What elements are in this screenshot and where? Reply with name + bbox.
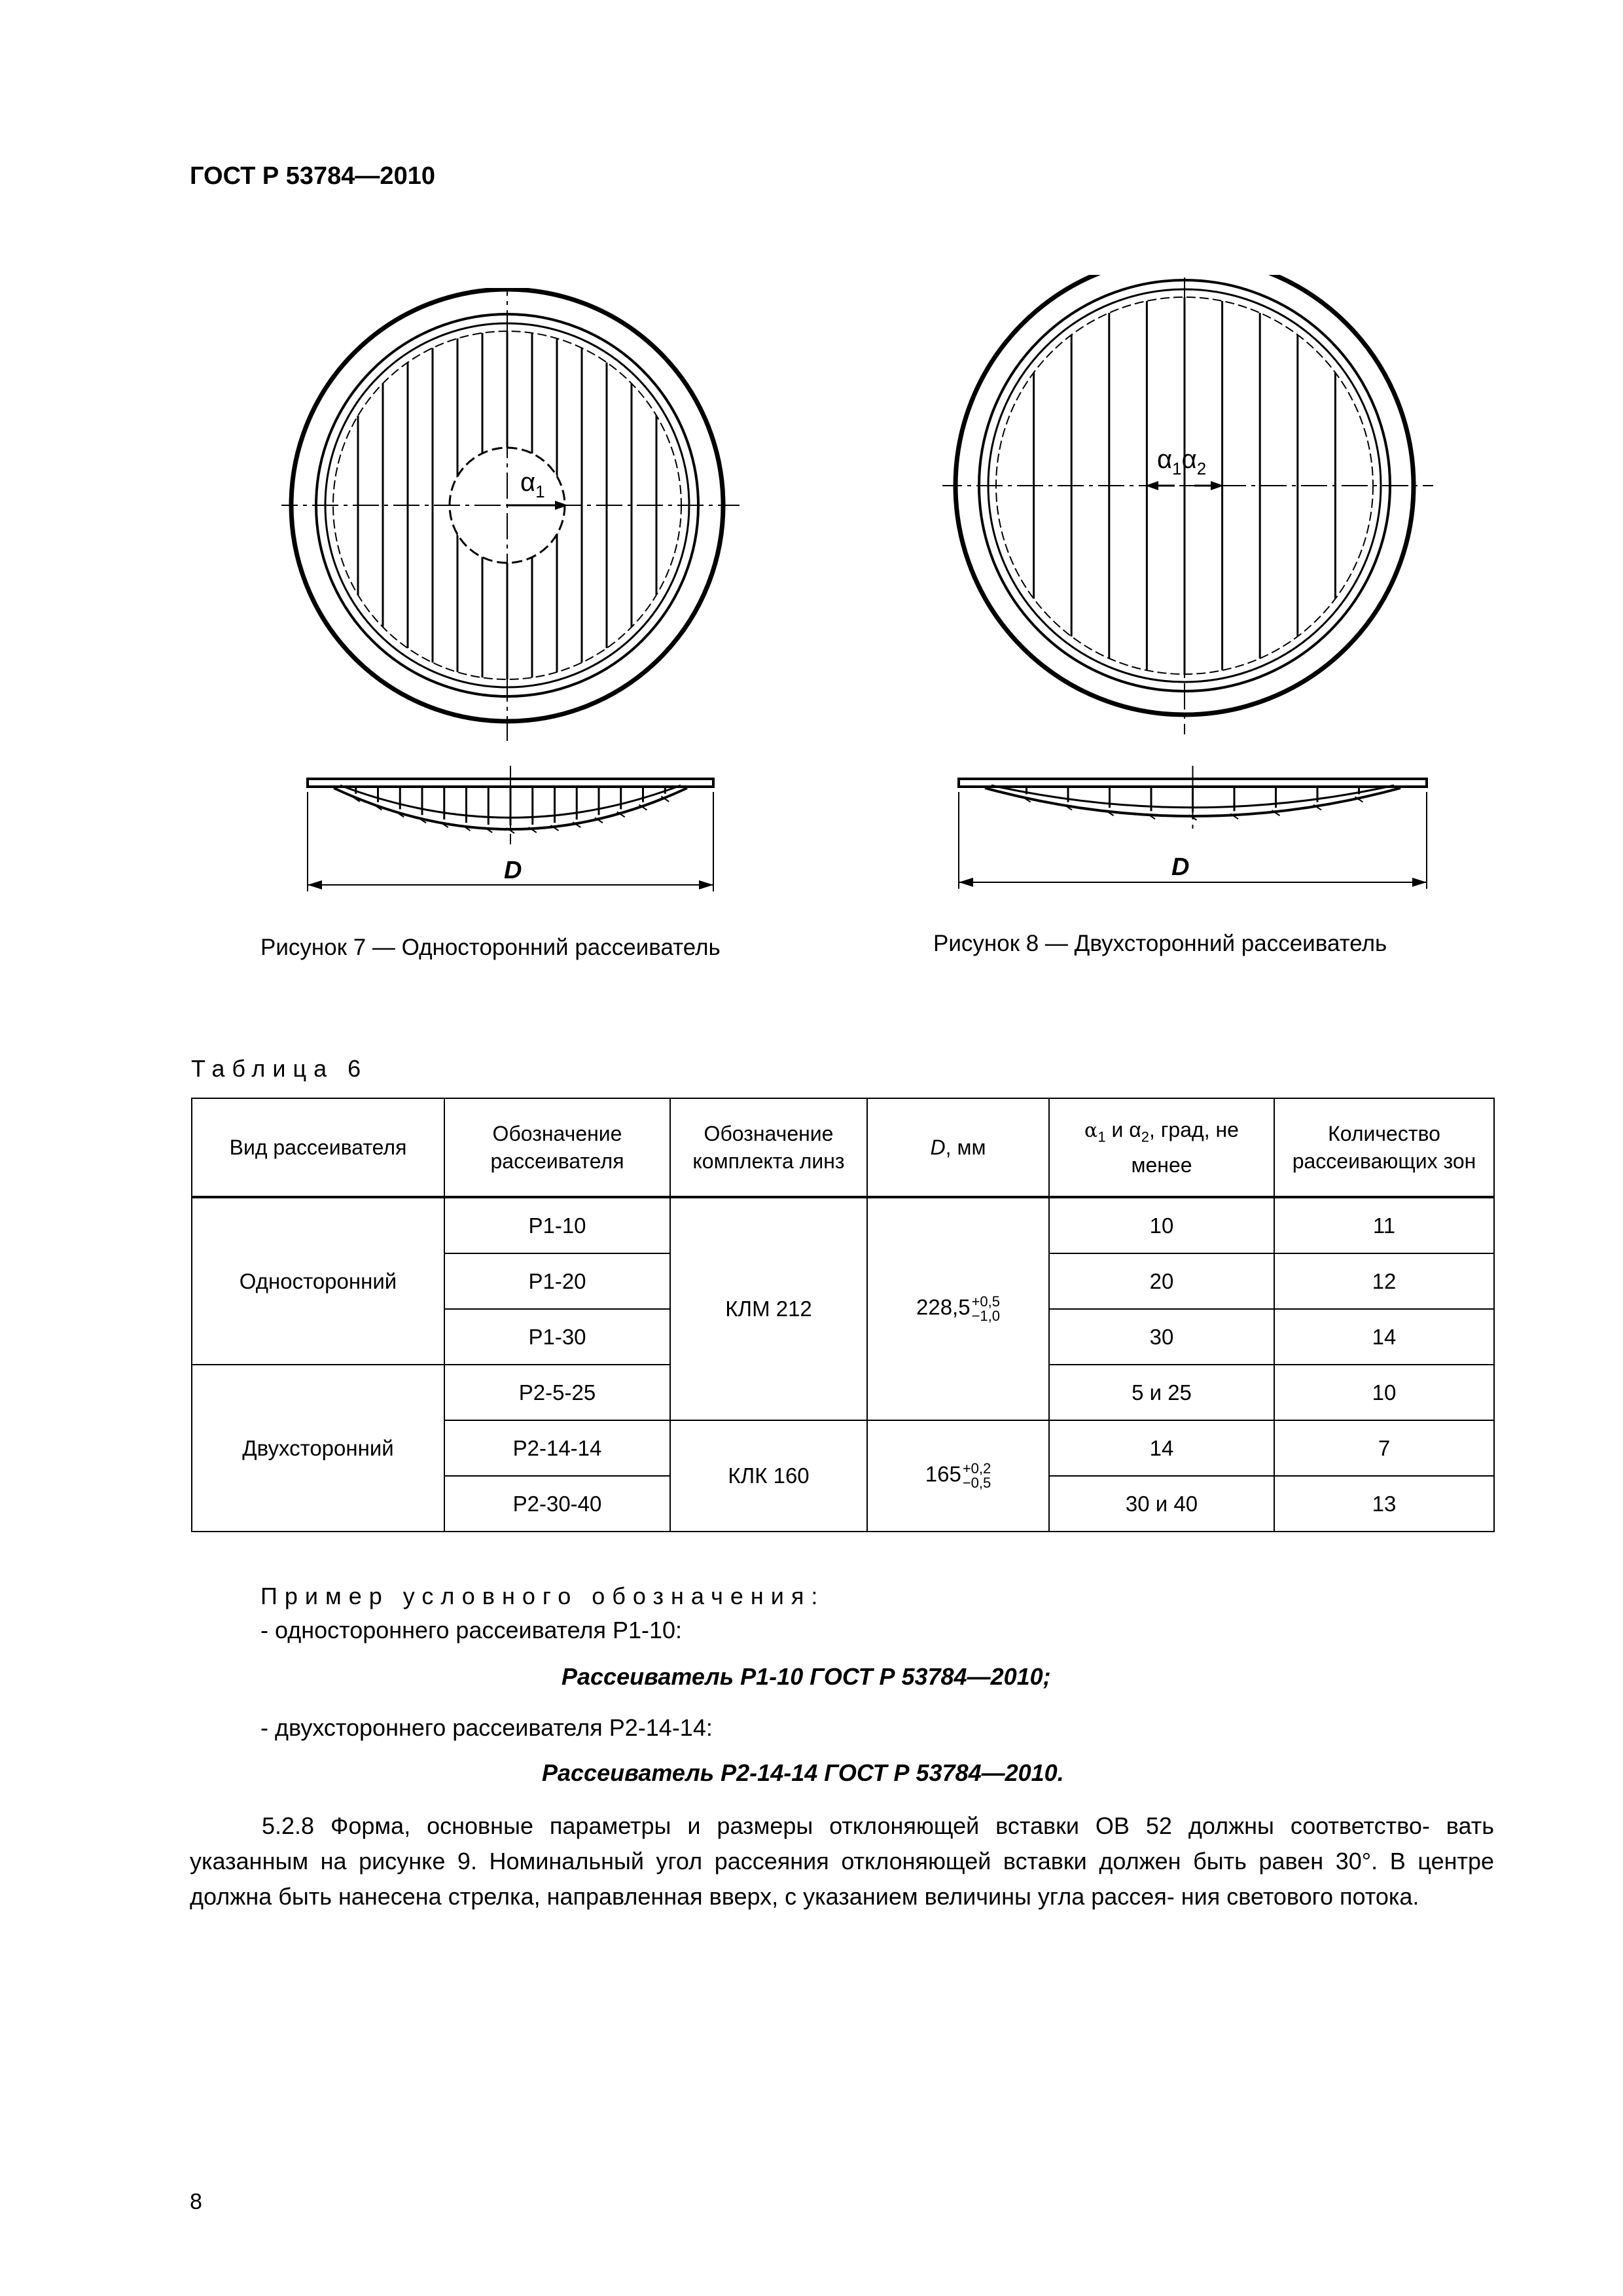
example-1-designation: Рассеиватель Р1-10 ГОСТ Р 53784—2010; <box>562 1663 1051 1690</box>
fig8-angle-label: $\alpha_1\alpha_2$ <box>1157 445 1207 478</box>
cell-angle: 30 <box>1049 1309 1274 1365</box>
cell-zones: 10 <box>1274 1365 1494 1420</box>
header-zones: Количество рассеивающих зон <box>1274 1098 1494 1197</box>
cell-lens-set-klm: КЛМ 212 <box>670 1197 867 1420</box>
dim-arrow-right <box>699 880 713 889</box>
cell-designation: Р2-30-40 <box>444 1476 670 1532</box>
cell-zones: 11 <box>1274 1197 1494 1253</box>
cell-designation: Р1-20 <box>444 1253 670 1309</box>
document-header: ГОСТ Р 53784—2010 <box>190 162 435 190</box>
cell-zones: 13 <box>1274 1476 1494 1532</box>
table-6 <box>191 1098 1495 1532</box>
dim-arrow-left <box>308 880 322 889</box>
figure-8-caption: Рисунок 8 — Двухсторонний рассеиватель <box>933 931 1387 956</box>
fig8-dim-label: D <box>1171 853 1190 881</box>
cell-designation: Р2-5-25 <box>444 1365 670 1420</box>
cell-zones: 7 <box>1274 1420 1494 1476</box>
fig7-dim-label: D <box>504 857 522 884</box>
table-row <box>192 1197 1494 1253</box>
fig7-angle-label: $\alpha_1$ <box>520 468 545 501</box>
table-label: Таблица 6 <box>191 1055 368 1082</box>
figure-7-drawing <box>281 288 740 942</box>
cell-angle: 20 <box>1049 1253 1274 1309</box>
figure-8-drawing <box>942 275 1440 929</box>
header-lens-set: Обозначение комплекта линз <box>670 1098 867 1197</box>
header-type: Вид рассеивателя <box>192 1098 444 1197</box>
header-designation: Обозначение рассеивателя <box>444 1098 670 1197</box>
figure-7-caption: Рисунок 7 — Односторонний рассеиватель <box>260 935 721 960</box>
cell-lens-set-klk: КЛК 160 <box>670 1420 867 1532</box>
cell-zones: 14 <box>1274 1309 1494 1365</box>
cell-angle: 10 <box>1049 1197 1274 1253</box>
table-header-row <box>192 1098 1494 1197</box>
cell-zones: 12 <box>1274 1253 1494 1309</box>
cell-designation: Р1-30 <box>444 1309 670 1365</box>
cell-designation: Р2-14-14 <box>444 1420 670 1476</box>
group-single: Односторонний <box>192 1197 444 1365</box>
cell-diameter-2: 165 +0,2 −0,5 <box>867 1420 1049 1532</box>
example-2-designation: Рассеиватель Р2-14-14 ГОСТ Р 53784—2010. <box>542 1759 1064 1786</box>
cell-angle: 30 и 40 <box>1049 1476 1274 1532</box>
cell-angle: 5 и 25 <box>1049 1365 1274 1420</box>
cell-diameter-1: 228,5 +0,5 −1,0 <box>867 1197 1049 1420</box>
example-1-line: - одностороннего рассеивателя Р1-10: <box>260 1617 683 1643</box>
dim-arrow-left <box>959 878 973 887</box>
header-d-mm: D, мм <box>867 1098 1049 1197</box>
cell-designation: Р1-10 <box>444 1197 670 1253</box>
dim-arrow-right <box>1412 878 1427 887</box>
example-2-line: - двухстороннего рассеивателя Р2-14-14: <box>260 1714 713 1741</box>
page-number: 8 <box>190 2189 202 2214</box>
example-intro: Пример условного обозначения: <box>260 1583 825 1609</box>
paragraph-5-2-8: 5.2.8 Форма, основные параметры и размеры отклоняющей вставки ОВ 52 должны соответство- вать указанным на рисунке 9. Номинальный угол рассеяния отклоняющей вставки должен быть равен 30°. В центре должна быть нанесена стрелка, направленная вверх, с указанием величины угла рассея- ния светового потока. <box>190 1812 1494 1910</box>
header-angle: $\alpha_1$ и $\alpha_2$, град, не менее <box>1049 1098 1274 1197</box>
group-double: Двухсторонний <box>192 1365 444 1532</box>
cell-angle: 14 <box>1049 1420 1274 1476</box>
